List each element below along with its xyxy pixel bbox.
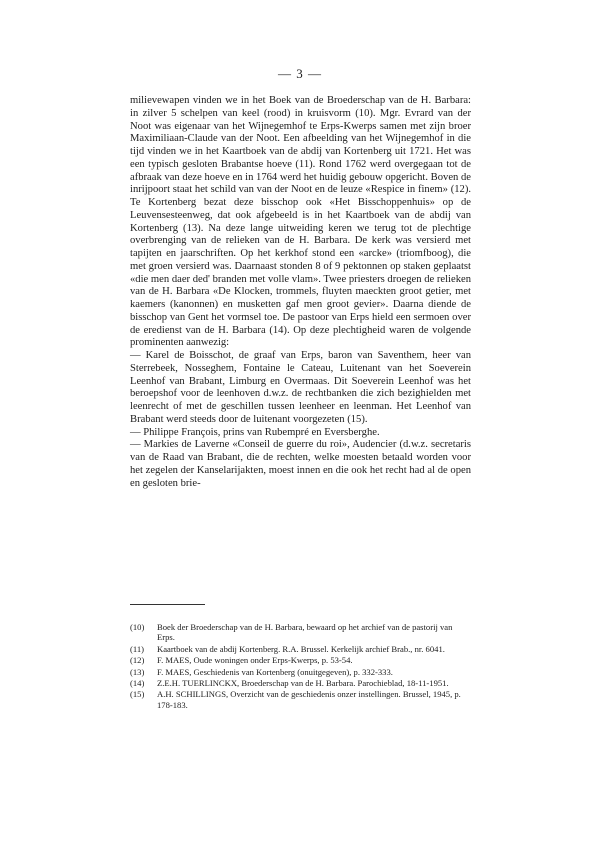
paragraph: milievewapen vinden we in het Boek van de Broederschap van de H. Barbara: in zilver 5 schelpen van keel (rood) in kruisvorm (10). Mgr. Evrard van der Noot was eigenaar van het Wijnegemhof te Erps-Kwerps samen met zijn broer Maximiliaan-Claude van der Noot. Een afbeelding van het Wijnegemhof in die tijd vinden we in het Kaartboek van de abdij van Kortenberg uit 1721. Het was een typisch gesloten Brabantse hoeve (11). Rond 1762 werd overgegaan tot de afbraak van deze hoeve en in 1764 werd het huidig gebouw opgericht. Boven de inrijpoort staat het schild van van der Noot en de leuze «Respice in finem» (12). Te Kortenberg bezat deze bisschop ook «Het Bisschoppenhuis» op de Leuvensesteenweg, dat ook afgebeeld is in het Kaartboek van de abdij van Kortenberg (13). Na deze lange uitweiding keren we terug tot de plechtige overbrenging van de relieken van de H. Barbara. De kerk was versierd met tapijten en jaarschriften. Op het kerkhof stond een «arcke» (triomfboog), die met groen versierd was. Daarnaast stonden 8 of 9 pektonnen op staken geplaatst «die men daer ded' branden met volle vlam». Twee priesters droegen de relieken van de H. Barbara «De Klocken, trommels, fluyten maeckten groot getier, met kaemers (kanonnen) en musketten gaf men groot gevier». Daarna diende de bisschop van Gent het vormsel toe. De pastoor van Erps hield een sermoen over de eredienst van de H. Barbara (14). Op deze plechtigheid waren de volgende prominenten aanwezig: [130,95,471,349]
footnote-separator [130,604,205,605]
footnote-text: Z.E.H. TUERLINCKX, Broederschap van de H. Barbara. Parochieblad, 18-11-1951. [157,678,449,689]
footnote-number: (11) [130,643,144,654]
footnote-text: Kaartboek van de abdij Kortenberg. R.A. Brussel. Kerkelijk archief Brab., nr. 6041. [157,643,445,654]
footnote-text: Boek der Broederschap van de H. Barbara, bewaard op het archief van de pastorij van Erps. [157,622,453,643]
footnote-number: (12) [130,655,145,666]
footnote-text: F. MAES, Oude woningen onder Erps-Kwerps, p. 53-54. [157,655,353,666]
footnote-number: (14) [130,678,145,689]
footnote-text: A.H. SCHILLINGS, Overzicht van de geschiedenis onzer instellingen. Brussel, 1945, p. 178-183. [157,689,461,710]
footnote-number: (13) [130,666,145,677]
footnote-10 [130,622,471,643]
footnote-12 [130,655,471,665]
footnote-14 [130,678,471,688]
list-item-laverne: — Markies de Laverne «Conseil de guerre du roi», Audencier (d.w.z. secretaris van de Raad van Brabant, die de rechten, welke moesten betaald worden voor het zegelen der Kanselarijakten, moest innen en die ook het recht had al de open en gesloten brie- [130,439,471,489]
footnote-number: (15) [130,689,145,700]
list-item-boisschot: — Karel de Boisschot, de graaf van Erps, baron van Saventhem, heer van Sterrebeek, Nosseghem, Fontaine le Cateau, Luitenant van het Soeverein Leenhof van Brabant, Limburg en Overmaas. Dit Soeverein Leenhof was het beroepshof voor de leenhoven d.w.z. de rechtbanken die zich bezighielden met leenrecht of met de geschillen tussen leenheer en leenman. Het Leenhof van Brabant werd steeds door de luitenant voorgezeten (15). [130,350,471,425]
footnote-13 [130,667,471,677]
footnotes [130,622,471,711]
footnote-number: (10) [130,622,145,632]
footnote-11 [130,644,471,654]
footnote-text: F. MAES, Geschiedenis van Kortenberg (onuitgegeven), p. 332-333. [157,666,393,677]
page-number: — 3 — [278,66,322,81]
body-text [130,95,471,490]
list-item-francois: — Philippe François, prins van Rubempré en Eversberghe. [130,426,380,438]
footnote-15 [130,689,471,710]
